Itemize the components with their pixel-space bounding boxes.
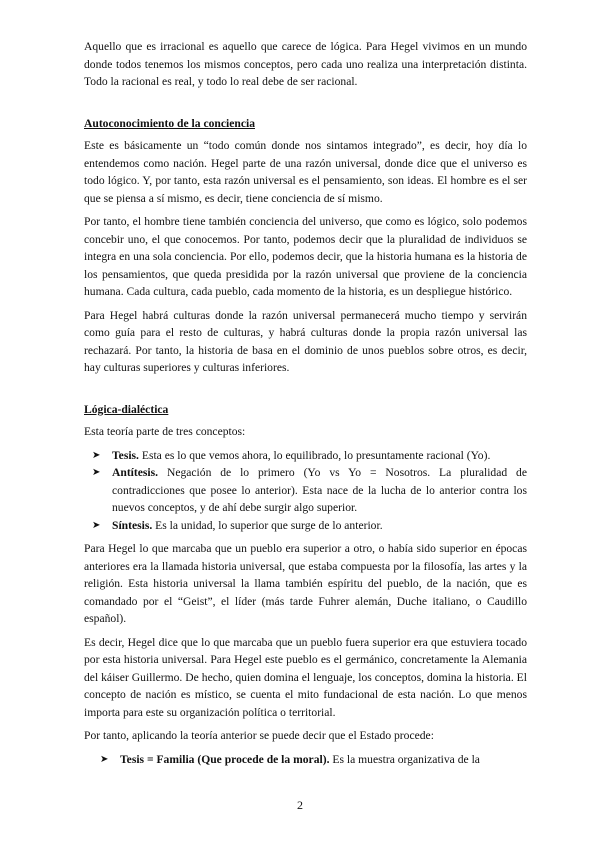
list-item-term: Tesis. (112, 448, 139, 462)
state-list (84, 751, 527, 769)
section-heading-logica-dialectica: Lógica-dialéctica (84, 402, 169, 416)
list-item-text: Es la muestra organizativa de la (329, 752, 480, 766)
arrow-bullet-icon: ➤ (100, 753, 109, 765)
list-item-text: Es la unidad, lo superior que surge de lo anterior. (152, 518, 383, 532)
paragraph: Para Hegel habrá culturas donde la razón universal permanecerá mucho tiempo y servirán como guía para el resto de culturas, y habrá culturas donde la propia razón universal las rechazará. Por tanto, la historia de basa en el dominio de unos pueblos sobre otros, es decir, hay culturas superiores y culturas inferiores. (84, 308, 527, 374)
list-item-text: Negación de lo primero (Yo vs Yo = Nosotros. La pluralidad de contradicciones que posee lo anterior). Esta nace de la lucha de lo anterior contra los nuevos conceptos, y de ahí debe surgir algo superior. (112, 466, 527, 514)
document-page (84, 38, 527, 774)
list-item-term: Síntesis. (112, 518, 153, 532)
list-item-term: Antítesis. (112, 466, 159, 479)
intro-paragraph: Aquello que es irracional es aquello que carece de lógica. Para Hegel vivimos en un mundo donde todos tenemos los mismos conceptos, pero cada uno realiza una interpretación distinta. Todo la racional es real, y todo lo real debe de ser racional. (84, 40, 527, 88)
arrow-bullet-icon: ➤ (92, 467, 101, 478)
list-item (84, 464, 527, 517)
paragraph: Este es básicamente un “todo común donde nos sintamos integrado”, es decir, hoy día lo entendemos como nación. Hegel parte de una razón universal, donde dice que el universo es todo lógico. Y, por tanto, esta razón universal es el pensamiento, son ideas. El hombre es el ser que se piensa a sí mismo, es decir, tiene conciencia de sí mismo. (84, 139, 527, 205)
paragraph: Por tanto, el hombre tiene también conciencia del universo, que como es lógico, solo podemos concebir uno, el que conocemos. Por tanto, podemos decir que la pluralidad de individuos se integra en una sola conciencia. Por ello, podemos decir, que la historia humana es la historia de los pensamientos, que queda presidida por la razón universal que proviene de la conciencia humana. Cada cultura, cada pueblo, cada momento de la historia, es un despliegue histórico. (84, 215, 527, 298)
list-item-text: Esta es lo que vemos ahora, lo equilibrado, lo presuntamente racional (Yo). (138, 448, 491, 462)
section-heading-autoconocimiento: Autoconocimiento de la conciencia (84, 116, 255, 130)
paragraph: Por tanto, aplicando la teoría anterior se puede decir que el Estado procede: (84, 729, 434, 742)
list-item (84, 751, 527, 769)
concept-list (84, 447, 527, 535)
list-item (84, 447, 527, 465)
arrow-bullet-icon: ➤ (92, 519, 101, 531)
list-item (84, 517, 527, 535)
paragraph: Esta teoría parte de tres conceptos: (84, 425, 246, 438)
paragraph: Para Hegel lo que marcaba que un pueblo era superior a otro, o había sido superior en épocas anteriores era la llamada historia universal, que estaba compuesta por la filosofía, las artes y la religión. Esta historia universal la llama también espíritu del pueblo, de la nación, que es comandado por el “Geist”, el líder (más tarde Fuhrer alemán, Duche italiano, o Caudillo español). (84, 542, 527, 625)
list-item-term: Tesis = Familia (Que procede de la moral). (120, 752, 330, 766)
page-number: 2 (297, 798, 303, 812)
arrow-bullet-icon: ➤ (92, 449, 101, 461)
paragraph: Es decir, Hegel dice que lo que marcaba que un pueblo fuera superior era que estuviera tocado por esta historia universal. Para Hegel este pueblo es el germánico, concretamente la Alemania del káiser Guillermo. De hecho, quien domina el lenguaje, los conceptos, domina la historia. El concepto de nación es místico, se cuenta el mito fundacional de esta nación. Lo que menos importa para este su organización política o territorial. (84, 635, 527, 719)
